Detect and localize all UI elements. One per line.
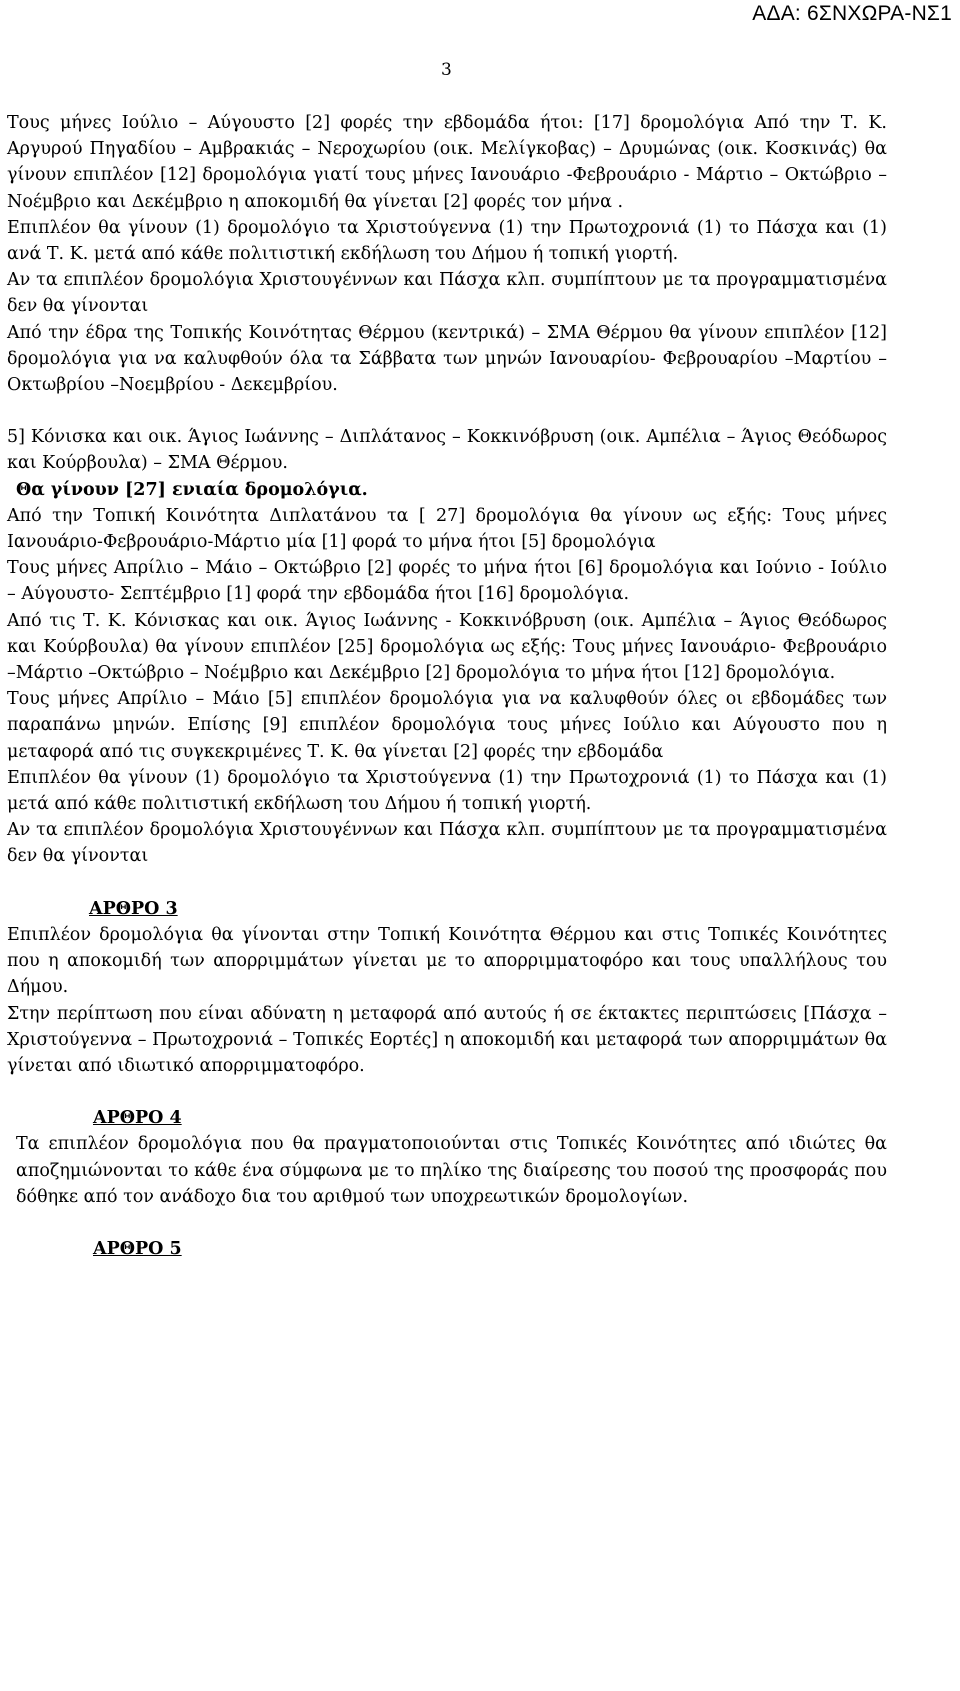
- paragraph-overlap-note-2: Αν τα επιπλέον δρομολόγια Χριστουγέννων και Πάσχα κλπ. συμπίπτουν με τα προγραμματισμένα δεν θα γίνονται: [7, 820, 887, 867]
- paragraph-summer-routes: Τους μήνες Ιούλιο – Αύγουστο [2] φορές την εβδομάδα ήτοι: [17] δρομολόγια Από την Τ. Κ. Αργυρού Πηγαδίου – Αμβρακιάς – Νεροχωρίου (οικ. Μελίγκοβας) – Δρυμώνας (οικ. Κοσκινάς) θα γίνουν επιπλέον [12] δρομολόγια γιατί τους μήνες Ιανουάριο -Φεβρουάριο - Μάρτιο – Οκτώβριο – Νοέμβριο και Δεκέμβριο η αποκομιδή θα γίνεται [2] φορές τον μήνα .: [7, 113, 887, 212]
- paragraph-section-5: 5] Κόνισκα και οικ. Άγιος Ιωάννης – Διπλάτανος – Κοκκινόβρυση (οικ. Αμπέλια – Άγιος Θεόδωρος και Κούρβουλα) – ΣΜΑ Θέρμου.: [7, 427, 887, 474]
- paragraph-holiday-routes: Επιπλέον θα γίνουν (1) δρομολόγιο τα Χριστούγεννα (1) την Πρωτοχρονιά (1) το Πάσχα και (1) ανά Τ. Κ. μετά από κάθε πολιτιστική εκδήλωση του Δήμου ή τοπική γιορτή.: [7, 217, 887, 265]
- spacer: [7, 1210, 887, 1236]
- paragraph-koniska-routes: Από τις Τ. Κ. Κόνισκας και οικ. Άγιος Ιωάννης - Κοκκινόβρυση (οικ. Αμπέλια – Άγιος Θεόδωρος και Κούρβουλα) θα γίνουν επιπλέον [25] δρομολόγια ως εξής: Τους μήνες Ιανουάριο- Φεβρουάριο –Μάρτιο –Οκτώβριο – Νοέμβριο και Δεκέμβριο [2] δρομολόγια το μήνα ήτοι [12] δρομολόγια.: [7, 610, 887, 684]
- article-3-heading: ΑΡΘΡΟ 3: [89, 898, 178, 919]
- spacer: [7, 1079, 887, 1105]
- spacer: [7, 870, 887, 896]
- article-3-paragraph-1: Επιπλέον δρομολόγια θα γίνονται στην Τοπική Κοινότητα Θέρμου και στις Τοπικές Κοινότητες που η αποκομιδή των απορριμμάτων γίνεται με το απορριμματοφόρο και τους υπαλλήλους του Δήμου.: [7, 924, 887, 998]
- spacer: [7, 398, 887, 424]
- article-3-paragraph-2: Στην περίπτωση που είναι αδύνατη η μεταφορά από αυτούς ή σε έκτακτες περιπτώσεις [Πάσχα – Χριστούγεννα – Πρωτοχρονιά – Τοπικές Εορτές] η αποκομιδή και μεταφορά των απορριμμάτων θα γίνεται από ιδιωτικό απορριμματοφόρο.: [7, 1003, 887, 1076]
- ada-code: ΑΔΑ: 6ΣΝΧΩΡΑ-ΝΣ1: [752, 2, 952, 25]
- paragraph-diplatanos-routes: Από την Τοπική Κοινότητα Διπλατάνου τα [ 27] δρομολόγια θα γίνουν ως εξής: Τους μήνες Ιανουάριο-Φεβρουάριο-Μάρτιο μία [1] φορά το μήνα ήτοι [5] δρομολόγια: [7, 505, 887, 553]
- paragraph-thermo-routes: Από την έδρα της Τοπικής Κοινότητας Θέρμου (κεντρικά) – ΣΜΑ Θέρμου θα γίνουν επιπλέον [12] δρομολόγια για να καλυφθούν όλα τα Σάββατα των μηνών Ιανουαρίου- Φεβρουαρίου –Μαρτίου – Οκτωβρίου –Νοεμβρίου - Δεκεμβρίου.: [7, 322, 887, 396]
- paragraph-spring-summer-routes: Τους μήνες Απρίλιο – Μάιο – Οκτώβριο [2] φορές το μήνα ήτοι [6] δρομολόγια και Ιούνιο - Ιούλιο – Αύγουστο- Σεπτέμβριο [1] φορά την εβδομάδα ήτοι [16] δρομολόγια.: [7, 558, 887, 605]
- paragraph-april-may-routes: Τους μήνες Απρίλιο – Μάιο [5] επιπλέον δρομολόγια για να καλυφθούν όλες οι εβδομάδες των παραπάνω μηνών. Επίσης [9] επιπλέον δρομολόγια τους μήνες Ιούλιο και Αύγουστο που η μεταφορά από τις συγκεκριμένες Τ. Κ. θα γίνεται [2] φορές την εβδομάδα: [7, 689, 887, 762]
- article-4-heading: ΑΡΘΡΟ 4: [93, 1108, 182, 1129]
- paragraph-total-routes: Θα γίνουν [27] ενιαία δρομολόγια.: [16, 479, 368, 500]
- page-number: 3: [441, 60, 452, 80]
- paragraph-overlap-note: Αν τα επιπλέον δρομολόγια Χριστουγέννων και Πάσχα κλπ. συμπίπτουν με τα προγραμματισμένα δεν θα γίνονται: [7, 270, 887, 317]
- paragraph-holiday-routes-2: Επιπλέον θα γίνουν (1) δρομολόγιο τα Χριστούγεννα (1) την Πρωτοχρονιά (1) το Πάσχα και (1) μετά από κάθε πολιτιστική εκδήλωση του Δήμου ή τοπική γιορτή.: [7, 767, 887, 815]
- article-4-paragraph-1: Τα επιπλέον δρομολόγια που θα πραγματοποιούνται στις Τοπικές Κοινότητες από ιδιώτες θα αποζημιώνονται το κάθε ένα σύμφωνα με το πηλίκο της διαίρεσης του ποσού της προσφοράς που δόθηκε από τον ανάδοχο δια του αριθμού των υποχρεωτικών δρομολογίων.: [16, 1134, 887, 1207]
- document-body: [7, 110, 887, 1262]
- article-5-heading: ΑΡΘΡΟ 5: [93, 1238, 182, 1259]
